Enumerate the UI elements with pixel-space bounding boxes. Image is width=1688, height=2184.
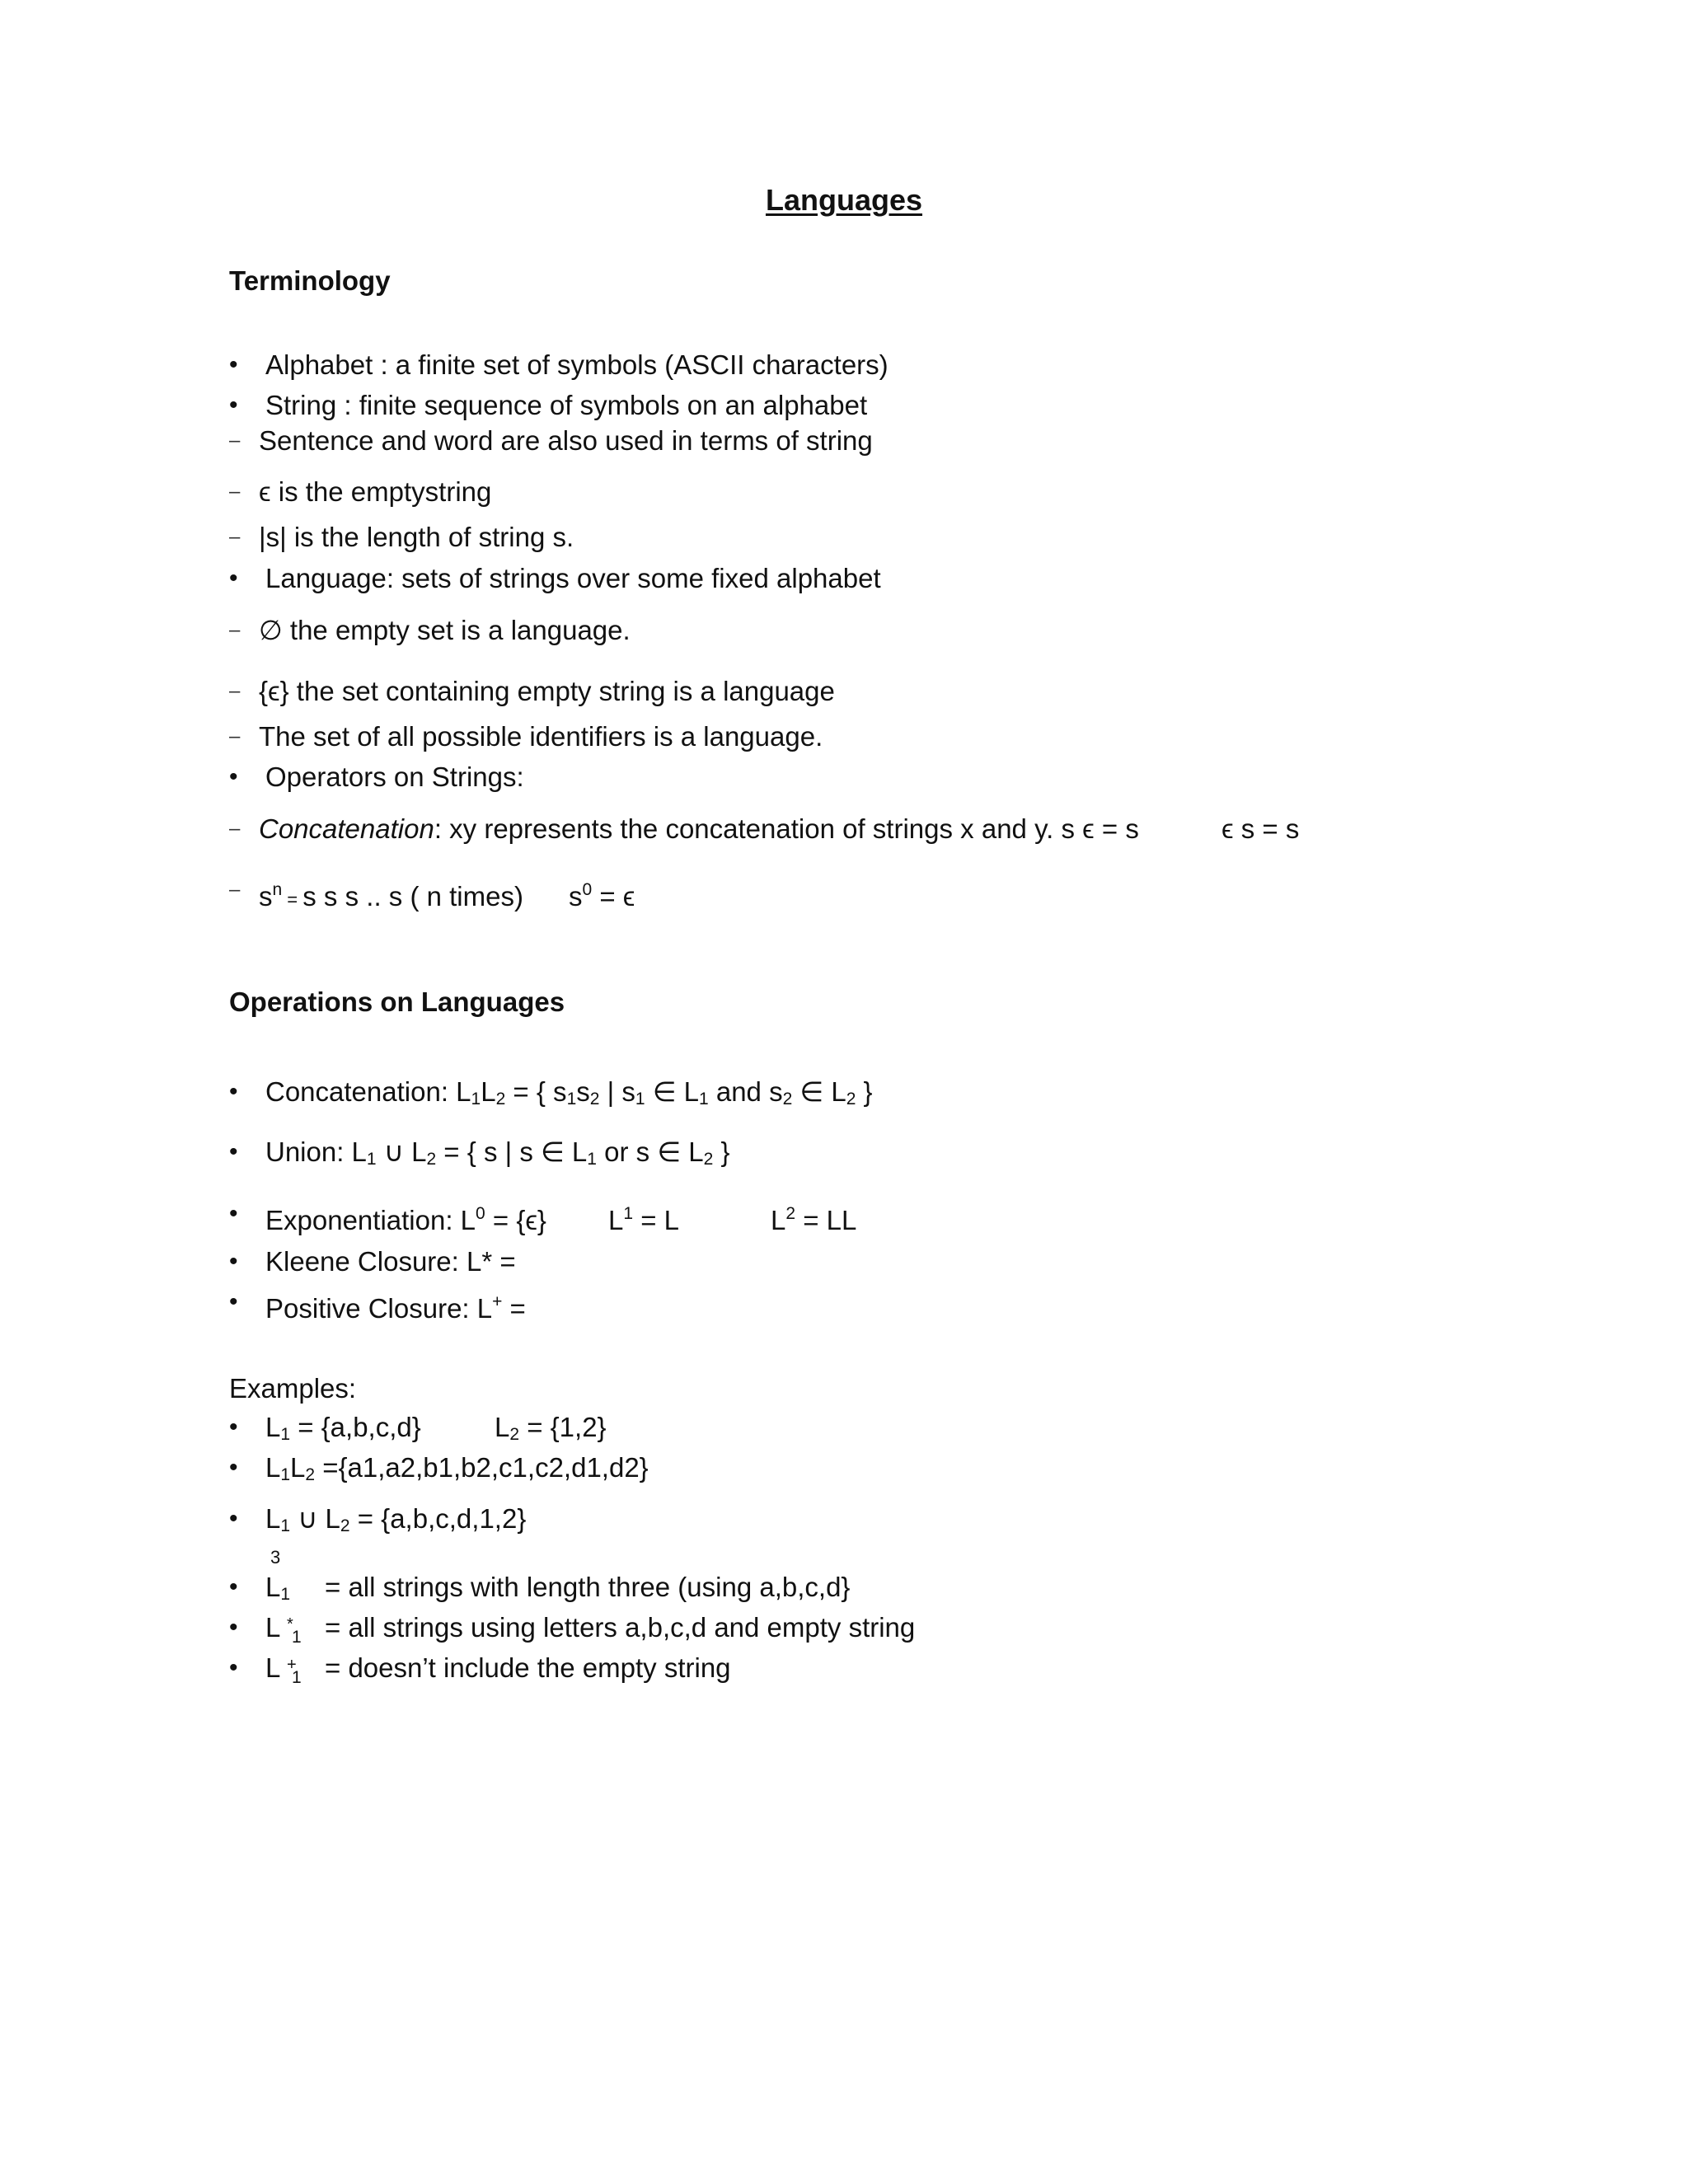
dash-marker: – — [229, 725, 241, 748]
text-part: = {1,2} — [519, 1412, 607, 1442]
text-part: = { s | s ∈ L — [436, 1137, 588, 1167]
bullet-marker: • — [229, 391, 238, 419]
example-4-text: = all strings with length three (using a,b,c,d} — [325, 1572, 851, 1602]
example-1-l2 — [495, 1411, 607, 1451]
example-2 — [265, 1451, 649, 1492]
text-part: Union: L — [265, 1137, 367, 1167]
text-part: L — [481, 1076, 496, 1107]
op-union — [265, 1136, 730, 1176]
example-5-symbol — [265, 1611, 307, 1647]
text-part: Exponentiation: L — [265, 1205, 476, 1235]
subscript: 1 — [698, 1090, 709, 1108]
subscript: 1 — [280, 1585, 291, 1604]
subscript: 1 — [292, 1668, 302, 1687]
text-part: = L — [633, 1205, 680, 1235]
subscript: 2 — [340, 1516, 350, 1535]
dash-marker: – — [229, 526, 241, 548]
text-part: L — [265, 1652, 281, 1683]
superscript: + — [287, 1656, 297, 1674]
text-part: } — [856, 1076, 873, 1107]
superscript: 2 — [785, 1204, 796, 1223]
subscript: 2 — [589, 1090, 600, 1108]
example-6-text: = doesn’t include the empty string — [325, 1652, 731, 1683]
exp-l1 — [608, 1197, 679, 1237]
bullet-marker: • — [229, 1654, 238, 1681]
page-title: Languages — [765, 183, 923, 217]
subscript: 2 — [509, 1425, 520, 1444]
bullet-marker: • — [229, 1138, 238, 1165]
text-part: = — [502, 1293, 526, 1324]
epsilon-text: ϵ is the emptystring — [259, 476, 492, 507]
operators-text: Operators on Strings: — [265, 762, 524, 792]
concatenation-text — [259, 813, 1139, 846]
text-part: Concatenation: L — [265, 1076, 471, 1107]
alphabet-text: Alphabet : a finite set of symbols (ASCII characters) — [265, 349, 889, 380]
operations-heading: Operations on Languages — [229, 987, 565, 1017]
superscript: + — [492, 1292, 503, 1311]
dash-marker: – — [229, 480, 241, 503]
bullet-marker: • — [229, 1614, 238, 1641]
power-n: n — [272, 880, 283, 899]
subscript: 1 — [280, 1425, 291, 1444]
text-part: L — [771, 1205, 786, 1235]
text-part: L — [265, 1503, 281, 1534]
text-part: L — [265, 1612, 281, 1643]
text-part: L — [495, 1412, 510, 1442]
text-part: | s — [599, 1076, 635, 1107]
power-s0: s — [569, 881, 583, 912]
empty-set-text: ∅ the empty set is a language. — [259, 615, 631, 645]
power-mid: = — [282, 889, 303, 910]
example-4-exponent: 3 — [270, 1547, 281, 1568]
text-part: ∈ L — [645, 1076, 699, 1107]
subscript: 2 — [426, 1150, 437, 1169]
length-text: |s| is the length of string s. — [259, 522, 574, 552]
op-positive — [265, 1286, 526, 1325]
bullet-marker: • — [229, 351, 238, 378]
text-part: and s — [708, 1076, 783, 1107]
superscript: 0 — [476, 1204, 485, 1223]
bullet-marker: • — [229, 1248, 238, 1275]
superscript: * — [287, 1615, 293, 1633]
power-end: = ϵ — [592, 881, 635, 912]
dash-marker: – — [229, 879, 241, 901]
string-text: String : finite sequence of symbols on an alphabet — [265, 390, 868, 420]
symbol-stack — [265, 1652, 307, 1685]
subscript: 1 — [280, 1465, 291, 1484]
text-part: or s ∈ L — [596, 1137, 704, 1167]
eps-set-text: {ϵ} the set containing empty string is a language — [259, 676, 835, 706]
bullet-marker: • — [229, 565, 238, 592]
dash-marker: – — [229, 680, 241, 702]
text-part: ∪ L — [376, 1137, 427, 1167]
op-kleene: Kleene Closure: L* = — [265, 1246, 516, 1277]
bullet-marker: • — [229, 1413, 238, 1441]
superscript: 1 — [623, 1204, 634, 1223]
text-part: = {a,b,c,d,1,2} — [349, 1503, 527, 1534]
example-4-symbol — [265, 1571, 290, 1611]
text-part: L — [608, 1205, 624, 1235]
language-text: Language: sets of strings over some fixed alphabet — [265, 563, 881, 593]
example-1 — [265, 1411, 421, 1451]
text-part: = { s — [505, 1076, 567, 1107]
text-part: L — [265, 1452, 281, 1483]
dash-marker: – — [229, 619, 241, 641]
concatenation-label: Concatenation — [259, 813, 434, 844]
text-part: s — [576, 1076, 590, 1107]
bullet-marker: • — [229, 763, 238, 790]
text-part: ={a1,a2,b1,b2,c1,c2,d1,d2} — [315, 1452, 649, 1483]
examples-heading: Examples: — [229, 1373, 357, 1404]
subscript: 2 — [495, 1090, 506, 1108]
bullet-marker: • — [229, 1454, 238, 1481]
text-part: = LL — [795, 1205, 857, 1235]
bullet-marker: • — [229, 1288, 238, 1315]
bullet-marker: • — [229, 1573, 238, 1601]
op-exponentiation — [265, 1197, 546, 1237]
subscript: 1 — [471, 1090, 481, 1108]
dash-marker: – — [229, 429, 241, 452]
op-concatenation — [265, 1076, 873, 1116]
subscript: 2 — [305, 1465, 316, 1484]
symbol-stack — [265, 1611, 307, 1647]
exp-l2 — [771, 1197, 856, 1237]
text-part: L — [265, 1412, 281, 1442]
subscript: 1 — [280, 1516, 291, 1535]
text-part: = {ϵ} — [485, 1205, 546, 1235]
power-rest: s s s .. s ( n times) — [302, 881, 523, 912]
subscript: 2 — [782, 1090, 793, 1108]
concatenation-rest: : xy represents the concatenation of strings x and y. s ϵ = s — [434, 813, 1139, 844]
dash-marker: – — [229, 818, 241, 840]
power-zero — [569, 874, 635, 913]
identifiers-text: The set of all possible identifiers is a language. — [259, 721, 823, 752]
text-part: ∈ L — [792, 1076, 846, 1107]
power-text — [259, 874, 523, 916]
subscript: 1 — [366, 1150, 377, 1169]
text-part: ∪ L — [290, 1503, 340, 1534]
bullet-marker: • — [229, 1505, 238, 1532]
terminology-heading: Terminology — [229, 265, 391, 296]
text-part: = {a,b,c,d} — [290, 1412, 421, 1442]
subscript: 1 — [292, 1628, 302, 1647]
example-6-symbol — [265, 1652, 307, 1685]
subscript: 1 — [566, 1090, 577, 1108]
bullet-marker: • — [229, 1078, 238, 1105]
sentence-text: Sentence and word are also used in terms of string — [259, 425, 873, 456]
subscript: 1 — [635, 1090, 645, 1108]
subscript: 2 — [703, 1150, 714, 1169]
example-5-text: = all strings using letters a,b,c,d and empty string — [325, 1612, 916, 1643]
subscript: 1 — [587, 1150, 597, 1169]
text-part: } — [713, 1137, 730, 1167]
subscript: 2 — [846, 1090, 856, 1108]
text-part: L — [290, 1452, 306, 1483]
example-3 — [265, 1502, 526, 1543]
text-part: Positive Closure: L — [265, 1293, 493, 1324]
concatenation-extra: ϵ s = s — [1221, 813, 1300, 844]
power-0: 0 — [582, 880, 593, 899]
power-s: s — [259, 881, 273, 912]
text-part: L — [265, 1572, 281, 1602]
bullet-marker: • — [229, 1200, 238, 1227]
